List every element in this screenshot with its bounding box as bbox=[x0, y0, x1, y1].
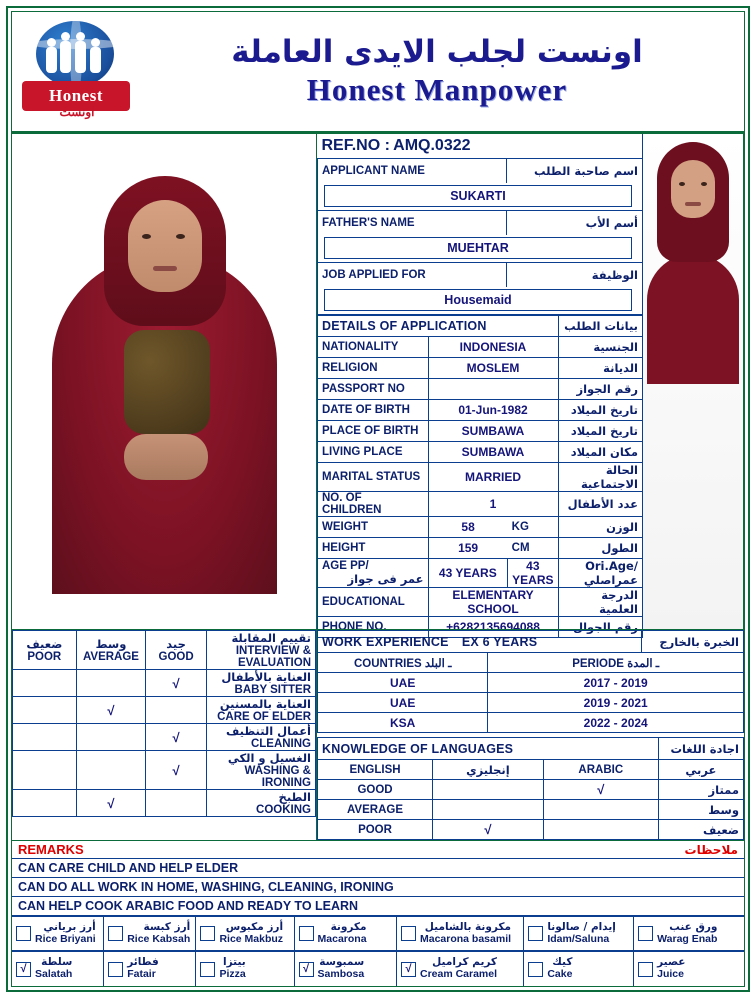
educational-value: ELEMENTARY SCHOOL bbox=[428, 588, 558, 617]
language-level-ar: ممتاز bbox=[658, 780, 743, 800]
logo-arabic-text: اونست bbox=[59, 104, 95, 119]
food-item[interactable] bbox=[397, 952, 524, 986]
phone-label-ar: رقم الجوال bbox=[573, 620, 638, 634]
father-name-label: FATHER'S NAME bbox=[322, 217, 415, 229]
table-row bbox=[318, 463, 643, 492]
eval-average-header-ar: وسط bbox=[95, 637, 127, 651]
eval-skill-ar: العناية بالأطفال bbox=[221, 670, 311, 684]
table-row bbox=[13, 670, 316, 697]
age-passport-value: 43 YEARS bbox=[428, 559, 508, 588]
experience-country: UAE bbox=[318, 693, 488, 713]
age-label: AGE PP/ bbox=[322, 560, 369, 572]
detail-label-ar: تاريخ الميلاد bbox=[570, 424, 638, 438]
eval-good-mark[interactable] bbox=[146, 790, 207, 817]
table-row bbox=[318, 538, 643, 559]
food-label-ar: كريم كراميل bbox=[432, 956, 498, 969]
food-item[interactable] bbox=[634, 917, 744, 951]
detail-value: INDONESIA bbox=[428, 337, 558, 358]
checkbox-icon[interactable] bbox=[528, 926, 543, 941]
detail-unit: KG bbox=[508, 517, 558, 538]
food-label-ar: إيدام / صالونا bbox=[547, 920, 616, 933]
experience-country: UAE bbox=[318, 673, 488, 693]
eval-skill-en: COOKING bbox=[256, 804, 311, 816]
checkbox-icon[interactable] bbox=[200, 926, 215, 941]
table-row bbox=[318, 800, 744, 820]
eval-title-ar: تقييم المقابلة bbox=[231, 631, 311, 645]
language-level-en: GOOD bbox=[318, 780, 433, 800]
language-english-mark[interactable]: √ bbox=[433, 820, 544, 840]
details-of-application-table bbox=[317, 315, 643, 638]
detail-label: RELIGION bbox=[322, 362, 378, 374]
languages-col-english-ar: إنجليزي bbox=[433, 760, 544, 780]
checkbox-icon[interactable] bbox=[401, 926, 416, 941]
languages-col-arabic: ARABIC bbox=[543, 760, 658, 780]
remarks-line: CAN DO ALL WORK IN HOME, WASHING, CLEANING, IRONING bbox=[12, 877, 744, 896]
eval-average-mark[interactable] bbox=[76, 670, 146, 697]
table-row bbox=[13, 751, 316, 790]
detail-value: 01-Jun-1982 bbox=[428, 400, 558, 421]
languages-col-english: ENGLISH bbox=[318, 760, 433, 780]
age-label-ar: عمر فى جواز bbox=[347, 572, 424, 586]
food-item[interactable] bbox=[295, 917, 397, 951]
application-form bbox=[317, 134, 643, 634]
food-label-ar: فطائر bbox=[127, 956, 159, 969]
language-arabic-mark[interactable] bbox=[543, 820, 658, 840]
detail-label: PLACE OF BIRTH bbox=[322, 425, 419, 437]
experience-period: 2022 - 2024 bbox=[488, 713, 744, 733]
detail-label: DATE OF BIRTH bbox=[322, 404, 410, 416]
food-label-en: Salatah bbox=[35, 968, 73, 980]
evaluation-table bbox=[12, 630, 316, 817]
food-item[interactable] bbox=[12, 952, 104, 986]
table-row bbox=[13, 697, 316, 724]
applicant-name-value: SUKARTI bbox=[324, 185, 632, 207]
eval-average-mark[interactable]: √ bbox=[76, 790, 146, 817]
food-label-en: Macarona bbox=[317, 932, 367, 945]
food-label-en: Fatair bbox=[127, 968, 156, 980]
job-applied-label: JOB APPLIED FOR bbox=[322, 269, 426, 281]
food-label-ar: ورق عنب bbox=[669, 920, 718, 933]
eval-title-en2: EVALUATION bbox=[237, 657, 311, 669]
eval-skill-en: BABY SITTER bbox=[234, 684, 311, 696]
applicant-photo-id bbox=[643, 134, 744, 629]
interview-evaluation-section bbox=[12, 630, 317, 840]
table-row bbox=[318, 492, 643, 517]
document-inner-border bbox=[11, 11, 745, 987]
detail-label: NATIONALITY bbox=[322, 341, 399, 353]
applicant-name-label: APPLICANT NAME bbox=[322, 165, 425, 177]
details-title-ar: بيانات الطلب bbox=[564, 319, 638, 333]
food-item[interactable] bbox=[196, 952, 294, 986]
people-icon bbox=[42, 27, 108, 79]
eval-skill-ar: العناية بالمسنين bbox=[219, 697, 311, 711]
food-item[interactable] bbox=[634, 952, 744, 986]
applicant-identity-table bbox=[317, 134, 643, 315]
checkbox-icon[interactable] bbox=[638, 926, 653, 941]
company-logo bbox=[18, 17, 136, 127]
detail-value: 58 bbox=[428, 517, 508, 538]
detail-label-ar: الطول bbox=[601, 541, 638, 555]
remarks-title-ar: ملاحظات bbox=[684, 842, 738, 857]
eval-average-mark[interactable] bbox=[76, 751, 146, 790]
food-label-ar: بيتزا bbox=[223, 956, 246, 969]
food-label-en: Cream Caramel bbox=[419, 968, 498, 980]
work-experience-table bbox=[317, 630, 744, 733]
eval-good-mark[interactable]: √ bbox=[146, 670, 207, 697]
eval-skill-en: CARE OF ELDER bbox=[217, 711, 311, 723]
job-applied-label-ar: الوظيفة bbox=[591, 268, 638, 282]
experience-period: 2019 - 2021 bbox=[488, 693, 744, 713]
detail-value: MARRIED bbox=[428, 463, 558, 492]
language-level-ar: ضعيف bbox=[658, 820, 743, 840]
header-titles bbox=[136, 35, 738, 109]
header-english-title: Honest Manpower bbox=[306, 72, 568, 108]
table-row bbox=[318, 780, 744, 800]
food-item[interactable] bbox=[397, 917, 524, 951]
detail-value: 159 bbox=[428, 538, 508, 559]
eval-skill-ar: الطبخ bbox=[278, 790, 311, 804]
food-label-ar: مكرونة bbox=[330, 920, 367, 933]
detail-label-ar: الحالة الاجتماعية bbox=[580, 463, 638, 491]
header-arabic-title: اونست لجلب الايدى العاملة bbox=[231, 33, 643, 70]
document-header bbox=[12, 12, 744, 134]
experience-title-ar: الخبرة بالخارج bbox=[659, 634, 739, 649]
food-item[interactable] bbox=[12, 917, 104, 951]
language-arabic-mark[interactable]: √ bbox=[543, 780, 658, 800]
language-level-ar: وسط bbox=[658, 800, 743, 820]
food-item[interactable] bbox=[524, 917, 634, 951]
checkbox-icon[interactable]: √ bbox=[299, 962, 314, 977]
document-outer-border bbox=[6, 6, 750, 992]
table-row bbox=[318, 337, 643, 358]
food-item[interactable] bbox=[104, 952, 196, 986]
food-label-en: Idam/Saluna bbox=[547, 932, 610, 945]
detail-value: 1 bbox=[428, 492, 558, 517]
table-row bbox=[318, 358, 643, 379]
remarks-line: CAN HELP COOK ARABIC FOOD AND READY TO LEARN bbox=[12, 896, 744, 915]
table-row bbox=[13, 724, 316, 751]
food-label-en: Cake bbox=[547, 968, 573, 980]
food-label-ar: عصير bbox=[657, 956, 686, 969]
eval-good-mark[interactable]: √ bbox=[146, 724, 207, 751]
job-applied-value: Housemaid bbox=[324, 289, 632, 311]
checkbox-icon[interactable] bbox=[16, 926, 31, 941]
experience-summary: EX 6 YEARS bbox=[461, 634, 538, 649]
checkbox-icon[interactable] bbox=[638, 962, 653, 977]
language-english-mark[interactable] bbox=[433, 800, 544, 820]
detail-unit: CM bbox=[508, 538, 558, 559]
father-name-label-ar: أسم الأب bbox=[585, 216, 638, 230]
languages-title-ar: اجادة اللغات bbox=[670, 741, 739, 756]
document-body bbox=[12, 134, 744, 634]
eval-average-mark[interactable] bbox=[76, 724, 146, 751]
detail-value: MOSLEM bbox=[428, 358, 558, 379]
food-label-en: Rice Kabsah bbox=[127, 932, 191, 945]
remarks-title: REMARKS bbox=[18, 842, 84, 857]
experience-title: WORK EXPERIENCE bbox=[322, 634, 449, 649]
checkbox-icon[interactable]: √ bbox=[16, 962, 31, 977]
detail-label: HEIGHT bbox=[322, 542, 366, 554]
languages-title: KNOWLEDGE OF LANGUAGES bbox=[322, 741, 514, 756]
eval-poor-mark[interactable] bbox=[13, 670, 77, 697]
phone-value: +6282135694088 bbox=[428, 617, 558, 638]
detail-label-ar: الوزن bbox=[606, 520, 638, 534]
phone-label: PHONE NO. bbox=[322, 621, 387, 633]
details-title: DETAILS OF APPLICATION bbox=[322, 319, 487, 333]
checkbox-icon[interactable] bbox=[299, 926, 314, 941]
eval-average-header: AVERAGE bbox=[82, 651, 139, 663]
logo-wordmark: Honest bbox=[22, 81, 130, 111]
table-row bbox=[13, 790, 316, 817]
language-arabic-mark[interactable] bbox=[543, 800, 658, 820]
food-item[interactable] bbox=[104, 917, 196, 951]
detail-value bbox=[428, 379, 558, 400]
age-original-value: 43 YEARS bbox=[508, 559, 558, 588]
detail-label-ar: تاريخ الميلاد bbox=[570, 403, 638, 417]
food-label-ar: أرز برياني bbox=[43, 920, 96, 933]
table-row bbox=[318, 517, 643, 538]
detail-label: WEIGHT bbox=[322, 521, 368, 533]
food-item[interactable] bbox=[196, 917, 294, 951]
educational-label-ar: الدرجة العلمية bbox=[599, 588, 638, 616]
eval-poor-mark[interactable] bbox=[13, 790, 77, 817]
eval-poor-mark[interactable] bbox=[13, 751, 77, 790]
detail-label-ar: مكان الميلاد bbox=[570, 445, 638, 459]
detail-value: SUMBAWA bbox=[428, 421, 558, 442]
eval-good-header: GOOD bbox=[158, 651, 194, 663]
remarks-section bbox=[12, 840, 744, 915]
food-label-en: Rice Briyani bbox=[35, 932, 96, 945]
ref-no-value: AMQ.0322 bbox=[393, 137, 471, 154]
table-row bbox=[318, 588, 643, 617]
ref-no-label: REF.NO : bbox=[321, 137, 390, 154]
eval-skill-ar: أعمال التنظيف bbox=[225, 724, 311, 738]
detail-label-ar: الجنسية bbox=[593, 340, 638, 354]
food-label-ar: مكرونة بالشامیل bbox=[424, 920, 512, 933]
detail-label: MARITAL STATUS bbox=[322, 471, 421, 483]
eval-good-mark[interactable] bbox=[146, 697, 207, 724]
applicant-photo-large bbox=[12, 134, 317, 629]
father-name-value: MUEHTAR bbox=[324, 237, 632, 259]
table-row bbox=[318, 379, 643, 400]
remarks-line: CAN CARE CHILD AND HELP ELDER bbox=[12, 858, 744, 877]
languages-col-arabic-ar: عربي bbox=[658, 760, 743, 780]
table-row bbox=[318, 713, 744, 733]
food-label-en: Sambosa bbox=[317, 968, 365, 980]
experience-col-country: COUNTRIES ـ البلد bbox=[318, 653, 488, 673]
detail-label-ar: رقم الجواز bbox=[576, 382, 638, 396]
checkbox-icon[interactable] bbox=[528, 962, 543, 977]
detail-label-ar: عدد الأطفال bbox=[567, 497, 638, 511]
table-row bbox=[318, 400, 643, 421]
food-item[interactable] bbox=[295, 952, 397, 986]
educational-label: EDUCATIONAL bbox=[322, 596, 405, 608]
age-original-label: Ori.Age/عمراصلي bbox=[583, 559, 638, 587]
table-row bbox=[318, 820, 744, 840]
food-item[interactable] bbox=[524, 952, 634, 986]
lower-section bbox=[12, 629, 744, 840]
experience-country: KSA bbox=[318, 713, 488, 733]
applicant-name-label-ar: اسم صاحبة الطلب bbox=[534, 164, 638, 178]
detail-label: LIVING PLACE bbox=[322, 446, 403, 458]
checkbox-icon[interactable] bbox=[108, 962, 123, 977]
food-label-ar: كيك bbox=[552, 956, 573, 969]
eval-poor-header-ar: ضعيف bbox=[26, 637, 63, 651]
experience-period: 2017 - 2019 bbox=[488, 673, 744, 693]
eval-good-mark[interactable]: √ bbox=[146, 751, 207, 790]
checkbox-icon[interactable] bbox=[200, 962, 215, 977]
table-row-age bbox=[318, 559, 643, 588]
eval-poor-mark[interactable] bbox=[13, 724, 77, 751]
table-row bbox=[318, 421, 643, 442]
language-level-en: AVERAGE bbox=[318, 800, 433, 820]
food-label-en: Warag Enab bbox=[657, 932, 718, 945]
eval-title-en1: INTERVIEW & bbox=[235, 645, 311, 657]
detail-label-ar: الديانة bbox=[603, 361, 638, 375]
food-checklist-row-2 bbox=[12, 951, 744, 986]
eval-skill-ar: الغسيل و الكي bbox=[227, 751, 311, 765]
checkbox-icon[interactable]: √ bbox=[401, 962, 416, 977]
eval-skill-en: CLEANING bbox=[250, 738, 311, 750]
detail-label: NO. OF CHILDREN bbox=[322, 492, 382, 516]
table-row bbox=[318, 693, 744, 713]
food-label-ar: سمبوسة bbox=[319, 956, 365, 969]
food-checklist-row-1 bbox=[12, 915, 744, 951]
language-level-en: POOR bbox=[318, 820, 433, 840]
food-label-ar: أرز كبسة bbox=[143, 920, 191, 933]
checkbox-icon[interactable] bbox=[108, 926, 123, 941]
food-label-en: Rice Makbuz bbox=[219, 932, 284, 945]
food-label-en: Pizza bbox=[219, 968, 246, 980]
detail-value: SUMBAWA bbox=[428, 442, 558, 463]
experience-language-section bbox=[317, 630, 744, 840]
eval-good-header-ar: جيد bbox=[166, 637, 186, 651]
language-english-mark[interactable] bbox=[433, 780, 544, 800]
eval-poor-header: POOR bbox=[27, 651, 62, 663]
table-row bbox=[318, 442, 643, 463]
detail-label: PASSPORT NO bbox=[322, 383, 405, 395]
food-label-en: Juice bbox=[657, 968, 684, 980]
eval-poor-mark[interactable] bbox=[13, 697, 77, 724]
languages-table bbox=[317, 737, 744, 840]
experience-col-period: PERIODE ـ المدة bbox=[488, 653, 744, 673]
eval-average-mark[interactable]: √ bbox=[76, 697, 146, 724]
table-row bbox=[318, 673, 744, 693]
food-label-ar: أرز مكبوس bbox=[225, 920, 284, 933]
food-label-en: Macarona basamil bbox=[419, 932, 512, 945]
eval-skill-en: WASHING & IRONING bbox=[244, 765, 311, 789]
food-label-ar: سلطة bbox=[41, 956, 73, 969]
